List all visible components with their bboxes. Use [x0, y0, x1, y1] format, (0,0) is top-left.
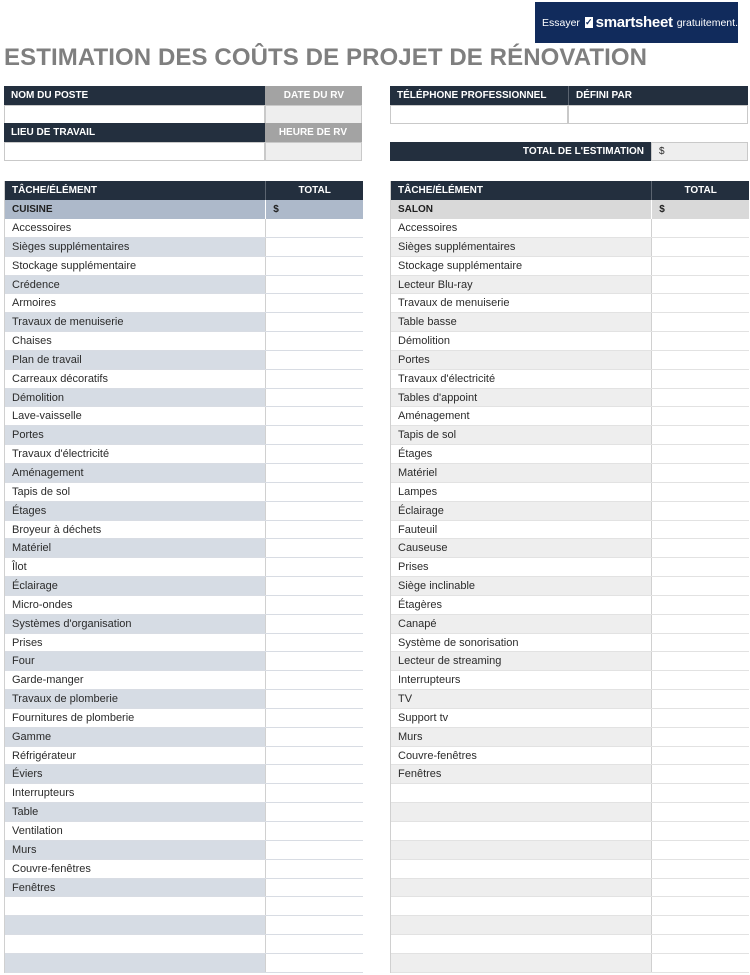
total-column-header: TOTAL [651, 181, 749, 200]
table-row [391, 558, 749, 577]
row-item-label[interactable]: Armoires [5, 294, 265, 312]
row-item-label[interactable]: Travaux de menuiserie [5, 313, 265, 331]
section-row-living-room [391, 200, 749, 219]
table-row [391, 521, 749, 540]
row-total-cell[interactable] [651, 521, 749, 539]
row-total-cell[interactable] [265, 709, 363, 727]
table-row [391, 351, 749, 370]
table-row [391, 219, 749, 238]
smartsheet-trial-banner[interactable] [535, 2, 738, 43]
row-item-label[interactable]: Étages [5, 502, 265, 520]
table-row [391, 238, 749, 257]
row-item-label[interactable]: Accessoires [391, 219, 651, 237]
table-row [5, 502, 363, 521]
table-row [391, 615, 749, 634]
table-row [5, 709, 363, 728]
row-item-label[interactable] [391, 822, 651, 840]
row-total-cell[interactable] [265, 558, 363, 576]
row-item-label[interactable]: Lecteur Blu-ray [391, 276, 651, 294]
row-total-cell[interactable] [651, 407, 749, 425]
item-column-header: TÂCHE/ÉLÉMENT [398, 185, 483, 196]
row-item-label[interactable]: Fenêtres [391, 765, 651, 783]
table-row [391, 822, 749, 841]
row-item-label[interactable]: Éviers [5, 765, 265, 783]
row-total-cell[interactable] [265, 671, 363, 689]
row-item-label[interactable]: Étagères [391, 596, 651, 614]
table-row [5, 257, 363, 276]
section-row-kitchen [5, 200, 363, 219]
estimate-total-label: TOTAL DE L'ESTIMATION [390, 142, 651, 161]
row-item-label[interactable]: Causeuse [391, 539, 651, 557]
row-total-cell[interactable] [265, 539, 363, 557]
row-total-cell[interactable] [651, 879, 749, 897]
row-item-label[interactable]: Couvre-fenêtres [5, 860, 265, 878]
table-row [5, 219, 363, 238]
table-row [391, 897, 749, 916]
row-total-cell[interactable] [265, 747, 363, 765]
row-item-label[interactable]: Travaux de menuiserie [391, 294, 651, 312]
table-row [5, 803, 363, 822]
table-row [5, 765, 363, 784]
table-row [391, 690, 749, 709]
section-label: SALON [398, 204, 433, 215]
table-row [5, 539, 363, 558]
banner-post-text: gratuitement. [676, 16, 738, 29]
row-total-cell[interactable] [265, 577, 363, 595]
row-item-label[interactable]: Lecteur de streaming [391, 652, 651, 670]
table-row [5, 879, 363, 898]
row-item-label[interactable] [5, 897, 265, 915]
row-item-label[interactable] [391, 803, 651, 821]
row-item-label[interactable] [391, 784, 651, 802]
table-row [5, 483, 363, 502]
row-total-cell[interactable] [651, 916, 749, 934]
table-row [391, 332, 749, 351]
row-item-label[interactable]: Four [5, 652, 265, 670]
table-row [5, 464, 363, 483]
row-total-cell[interactable] [265, 897, 363, 915]
row-item-label[interactable] [391, 954, 651, 972]
table-row [391, 935, 749, 954]
row-item-label[interactable]: Travaux d'électricité [5, 445, 265, 463]
row-total-cell[interactable] [265, 690, 363, 708]
table-row [5, 954, 363, 973]
row-total-cell[interactable] [265, 615, 363, 633]
row-total-cell[interactable] [651, 313, 749, 331]
row-total-cell[interactable] [265, 483, 363, 501]
estimate-total-value[interactable]: $ [651, 142, 748, 161]
row-item-label[interactable] [391, 860, 651, 878]
row-total-cell[interactable] [651, 784, 749, 802]
row-item-label[interactable]: Ventilation [5, 822, 265, 840]
row-total-cell[interactable] [651, 351, 749, 369]
job-name-field[interactable] [4, 105, 265, 124]
table-row [391, 671, 749, 690]
table-row [391, 709, 749, 728]
row-item-label[interactable]: Support tv [391, 709, 651, 727]
row-item-label[interactable]: Tapis de sol [5, 483, 265, 501]
job-site-field[interactable] [4, 142, 265, 161]
row-item-label[interactable]: Prises [5, 634, 265, 652]
row-total-cell[interactable] [265, 935, 363, 953]
row-total-cell[interactable] [265, 502, 363, 520]
row-total-cell[interactable] [651, 634, 749, 652]
job-site-label: LIEU DE TRAVAIL [4, 123, 265, 142]
table-row [5, 426, 363, 445]
table-row [391, 841, 749, 860]
table-row [391, 426, 749, 445]
row-total-cell[interactable] [651, 332, 749, 350]
row-item-label[interactable]: Murs [391, 728, 651, 746]
table-row [5, 860, 363, 879]
table-row [5, 747, 363, 766]
row-item-label[interactable] [5, 935, 265, 953]
appointment-time-field[interactable] [265, 142, 362, 161]
row-total-cell[interactable] [265, 407, 363, 425]
defined-by-label: DÉFINI PAR [568, 86, 748, 105]
table-row [391, 860, 749, 879]
total-column-header: TOTAL [265, 181, 363, 200]
row-item-label[interactable]: Crédence [5, 276, 265, 294]
table-row [5, 332, 363, 351]
row-total-cell[interactable] [265, 313, 363, 331]
table-header [5, 181, 363, 200]
row-total-cell[interactable] [651, 483, 749, 501]
row-total-cell[interactable] [651, 822, 749, 840]
row-item-label[interactable]: Sièges supplémentaires [5, 238, 265, 256]
table-row [391, 407, 749, 426]
row-item-label[interactable]: Couvre-fenêtres [391, 747, 651, 765]
row-item-label[interactable]: Garde-manger [5, 671, 265, 689]
row-total-cell[interactable] [265, 238, 363, 256]
row-total-cell[interactable] [265, 728, 363, 746]
row-item-label[interactable]: Chaises [5, 332, 265, 350]
row-total-cell[interactable] [265, 294, 363, 312]
row-item-label[interactable]: Lave-vaisselle [5, 407, 265, 425]
row-item-label[interactable]: Éclairage [391, 502, 651, 520]
row-total-cell[interactable] [651, 389, 749, 407]
row-total-cell[interactable] [651, 728, 749, 746]
table-row [5, 407, 363, 426]
row-item-label[interactable]: Gamme [5, 728, 265, 746]
table-row [391, 596, 749, 615]
row-total-cell[interactable] [265, 426, 363, 444]
table-row [5, 671, 363, 690]
row-total-cell[interactable] [265, 219, 363, 237]
table-row [391, 577, 749, 596]
defined-by-field[interactable] [568, 105, 748, 124]
table-row [5, 577, 363, 596]
row-item-label[interactable]: Siège inclinable [391, 577, 651, 595]
table-row [391, 257, 749, 276]
table-row [5, 313, 363, 332]
table-row [5, 276, 363, 295]
table-row [5, 916, 363, 935]
row-total-cell[interactable] [651, 502, 749, 520]
row-total-cell[interactable] [265, 860, 363, 878]
row-total-cell[interactable] [265, 521, 363, 539]
row-item-label[interactable]: Table [5, 803, 265, 821]
row-item-label[interactable]: Réfrigérateur [5, 747, 265, 765]
row-item-label[interactable]: Micro-ondes [5, 596, 265, 614]
row-total-cell[interactable] [651, 803, 749, 821]
row-total-cell[interactable] [265, 916, 363, 934]
row-total-cell[interactable] [265, 276, 363, 294]
row-total-cell[interactable] [265, 879, 363, 897]
table-row [5, 389, 363, 408]
appointment-date-field[interactable] [265, 105, 362, 124]
table-row [391, 313, 749, 332]
table-row [5, 841, 363, 860]
row-total-cell[interactable] [651, 709, 749, 727]
table-row [391, 276, 749, 295]
row-total-cell[interactable] [265, 652, 363, 670]
item-column-header: TÂCHE/ÉLÉMENT [12, 185, 97, 196]
row-total-cell[interactable] [265, 765, 363, 783]
table-row [391, 728, 749, 747]
row-total-cell[interactable] [651, 539, 749, 557]
table-row [5, 294, 363, 313]
kitchen-rows [5, 219, 363, 973]
row-item-label[interactable]: Fournitures de plomberie [5, 709, 265, 727]
row-item-label[interactable]: Murs [5, 841, 265, 859]
row-total-cell[interactable] [651, 897, 749, 915]
row-item-label[interactable]: Matériel [5, 539, 265, 557]
row-total-cell[interactable] [651, 219, 749, 237]
row-total-cell[interactable] [651, 615, 749, 633]
row-total-cell[interactable] [651, 577, 749, 595]
row-item-label[interactable]: Portes [5, 426, 265, 444]
table-row [5, 445, 363, 464]
table-row [5, 596, 363, 615]
business-phone-label: TÉLÉPHONE PROFESSIONNEL [390, 86, 568, 105]
table-row [5, 690, 363, 709]
row-item-label[interactable]: Interrupteurs [5, 784, 265, 802]
row-item-label[interactable]: Travaux d'électricité [391, 370, 651, 388]
table-row [391, 483, 749, 502]
table-row [5, 615, 363, 634]
row-item-label[interactable]: Interrupteurs [391, 671, 651, 689]
row-total-cell[interactable] [651, 294, 749, 312]
table-row [5, 370, 363, 389]
table-row [5, 897, 363, 916]
section-label: CUISINE [12, 204, 53, 215]
job-name-label: NOM DU POSTE [4, 86, 265, 105]
row-total-cell[interactable] [651, 426, 749, 444]
table-row [5, 238, 363, 257]
table-row [5, 935, 363, 954]
row-total-cell[interactable] [651, 257, 749, 275]
row-item-label[interactable]: Canapé [391, 615, 651, 633]
row-total-cell[interactable] [265, 822, 363, 840]
row-item-label[interactable] [391, 841, 651, 859]
row-item-label[interactable]: Broyeur à déchets [5, 521, 265, 539]
table-row [391, 879, 749, 898]
business-phone-field[interactable] [390, 105, 568, 124]
row-item-label[interactable] [391, 879, 651, 897]
row-item-label[interactable]: Portes [391, 351, 651, 369]
page-title: ESTIMATION DES COÛTS DE PROJET DE RÉNOVATION [4, 44, 648, 71]
row-total-cell[interactable] [265, 634, 363, 652]
table-header [391, 181, 749, 200]
table-row [5, 558, 363, 577]
banner-pre-text: Essayer [542, 16, 580, 29]
row-total-cell[interactable] [265, 257, 363, 275]
table-row [391, 784, 749, 803]
row-total-cell[interactable] [651, 935, 749, 953]
row-total-cell[interactable] [651, 370, 749, 388]
row-item-label[interactable]: Tables d'appoint [391, 389, 651, 407]
table-row [391, 539, 749, 558]
row-total-cell[interactable] [651, 747, 749, 765]
row-total-cell[interactable] [265, 803, 363, 821]
section-total[interactable]: $ [265, 200, 363, 219]
row-total-cell[interactable] [651, 445, 749, 463]
row-total-cell[interactable] [265, 445, 363, 463]
row-item-label[interactable]: Accessoires [5, 219, 265, 237]
row-total-cell[interactable] [651, 652, 749, 670]
table-row [5, 822, 363, 841]
kitchen-table [4, 181, 363, 973]
row-item-label[interactable]: Étages [391, 445, 651, 463]
row-total-cell[interactable] [265, 954, 363, 972]
row-total-cell[interactable] [651, 690, 749, 708]
row-total-cell[interactable] [651, 765, 749, 783]
row-total-cell[interactable] [651, 276, 749, 294]
row-item-label[interactable]: TV [391, 690, 651, 708]
appointment-time-label: HEURE DE RV [265, 123, 362, 142]
living-room-rows [391, 219, 749, 973]
row-total-cell[interactable] [651, 860, 749, 878]
row-total-cell[interactable] [651, 671, 749, 689]
row-item-label[interactable]: Fauteuil [391, 521, 651, 539]
row-total-cell[interactable] [651, 238, 749, 256]
row-item-label[interactable]: Carreaux décoratifs [5, 370, 265, 388]
row-item-label[interactable]: Aménagement [391, 407, 651, 425]
row-item-label[interactable]: Plan de travail [5, 351, 265, 369]
row-item-label[interactable] [391, 916, 651, 934]
row-total-cell[interactable] [651, 596, 749, 614]
row-total-cell[interactable] [265, 841, 363, 859]
row-item-label[interactable]: Table basse [391, 313, 651, 331]
row-item-label[interactable]: Systèmes d'organisation [5, 615, 265, 633]
table-row [391, 916, 749, 935]
row-total-cell[interactable] [651, 558, 749, 576]
row-item-label[interactable] [391, 935, 651, 953]
row-total-cell[interactable] [265, 332, 363, 350]
table-row [5, 652, 363, 671]
table-row [5, 351, 363, 370]
row-item-label[interactable] [5, 954, 265, 972]
row-item-label[interactable]: Lampes [391, 483, 651, 501]
row-item-label[interactable]: Matériel [391, 464, 651, 482]
row-total-cell[interactable] [651, 464, 749, 482]
row-total-cell[interactable] [265, 596, 363, 614]
row-item-label[interactable] [391, 897, 651, 915]
row-total-cell[interactable] [265, 464, 363, 482]
table-row [391, 370, 749, 389]
row-item-label[interactable]: Sièges supplémentaires [391, 238, 651, 256]
table-row [391, 954, 749, 973]
table-row [391, 652, 749, 671]
table-row [391, 464, 749, 483]
row-item-label[interactable]: Aménagement [5, 464, 265, 482]
smartsheet-logo-text: smartsheet [595, 14, 673, 31]
table-row [391, 502, 749, 521]
table-row [391, 389, 749, 408]
row-total-cell[interactable] [651, 954, 749, 972]
table-row [391, 747, 749, 766]
row-item-label[interactable]: Système de sonorisation [391, 634, 651, 652]
row-item-label[interactable] [5, 916, 265, 934]
row-item-label[interactable]: Éclairage [5, 577, 265, 595]
row-item-label[interactable]: Prises [391, 558, 651, 576]
table-row [5, 521, 363, 540]
table-row [391, 294, 749, 313]
row-item-label[interactable]: Démolition [391, 332, 651, 350]
appointment-date-label: DATE DU RV [265, 86, 362, 105]
row-total-cell[interactable] [265, 351, 363, 369]
row-total-cell[interactable] [265, 370, 363, 388]
row-item-label[interactable]: Travaux de plomberie [5, 690, 265, 708]
table-row [391, 765, 749, 784]
row-item-label[interactable]: Fenêtres [5, 879, 265, 897]
section-total[interactable]: $ [651, 200, 749, 219]
row-total-cell[interactable] [265, 389, 363, 407]
table-row [5, 728, 363, 747]
row-item-label[interactable]: Démolition [5, 389, 265, 407]
row-item-label[interactable]: Îlot [5, 558, 265, 576]
smartsheet-check-icon: ✓ [585, 17, 593, 27]
table-row [391, 634, 749, 653]
row-total-cell[interactable] [265, 784, 363, 802]
table-row [391, 445, 749, 464]
row-total-cell[interactable] [651, 841, 749, 859]
row-item-label[interactable]: Stockage supplémentaire [391, 257, 651, 275]
table-row [5, 784, 363, 803]
table-row [391, 803, 749, 822]
row-item-label[interactable]: Stockage supplémentaire [5, 257, 265, 275]
living-room-table [390, 181, 749, 973]
table-row [5, 634, 363, 653]
row-item-label[interactable]: Tapis de sol [391, 426, 651, 444]
